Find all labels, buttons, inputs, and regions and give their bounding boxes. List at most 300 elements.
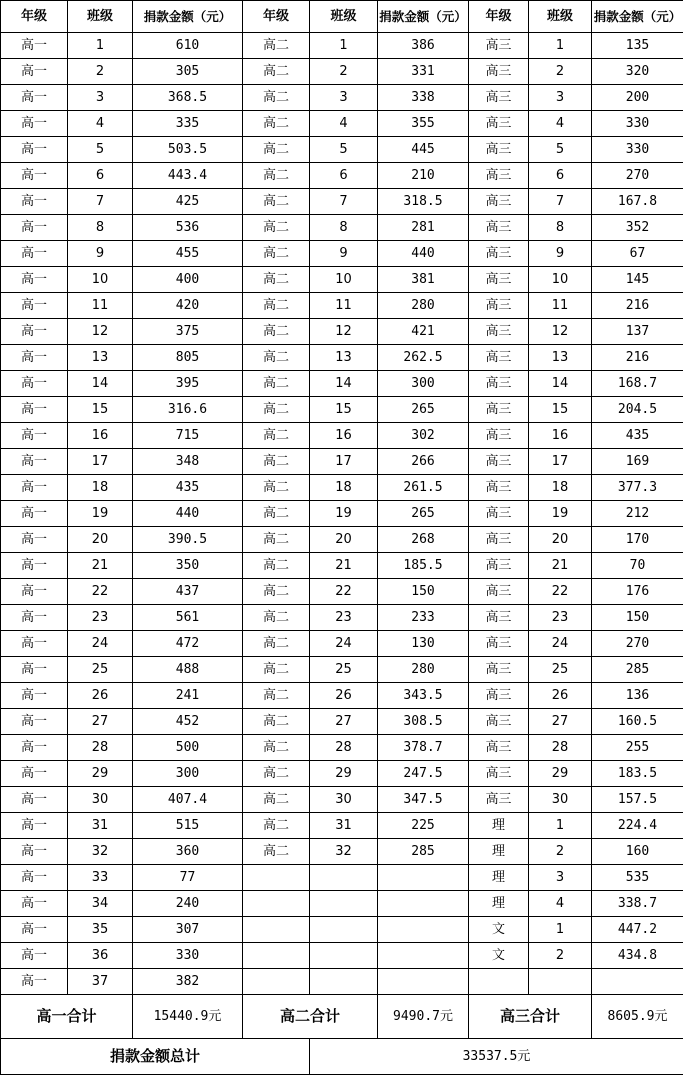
class-cell: 6 <box>310 163 378 189</box>
amount-cell: 535 <box>592 865 683 891</box>
class-cell <box>310 969 378 995</box>
class-cell: 16 <box>529 423 592 449</box>
grade-cell: 高二 <box>243 293 310 319</box>
amount-cell: 500 <box>133 735 243 761</box>
amount-cell: 331 <box>378 59 469 85</box>
class-cell: 26 <box>529 683 592 709</box>
class-cell: 20 <box>529 527 592 553</box>
grade-cell: 高三 <box>469 423 529 449</box>
class-cell: 2 <box>310 59 378 85</box>
amount-cell: 255 <box>592 735 683 761</box>
grade-cell: 高二 <box>243 605 310 631</box>
amount-cell: 447.2 <box>592 917 683 943</box>
amount-cell: 130 <box>378 631 469 657</box>
amount-cell: 170 <box>592 527 683 553</box>
table-row <box>1 501 683 527</box>
grade-cell: 高二 <box>243 59 310 85</box>
amount-cell: 434.8 <box>592 943 683 969</box>
g3-total-value: 8605.9元 <box>592 995 683 1039</box>
grand-total-value: 33537.5元 <box>310 1039 683 1075</box>
table-row <box>1 579 683 605</box>
amount-cell: 210 <box>378 163 469 189</box>
class-cell: 16 <box>68 423 133 449</box>
amount-cell: 160.5 <box>592 709 683 735</box>
grade-cell: 高三 <box>469 735 529 761</box>
amount-cell: 378.7 <box>378 735 469 761</box>
class-cell: 18 <box>529 475 592 501</box>
amount-cell: 347.5 <box>378 787 469 813</box>
grade-cell: 高一 <box>1 683 68 709</box>
amount-cell: 320 <box>592 59 683 85</box>
amount-cell: 281 <box>378 215 469 241</box>
grade-cell: 高一 <box>1 137 68 163</box>
grade-cell: 高三 <box>469 631 529 657</box>
amount-cell: 67 <box>592 241 683 267</box>
table-row <box>1 85 683 111</box>
class-cell: 9 <box>68 241 133 267</box>
table-row <box>1 969 683 995</box>
grade-cell: 理 <box>469 891 529 917</box>
class-cell: 28 <box>310 735 378 761</box>
grade-cell: 高一 <box>1 267 68 293</box>
class-cell: 24 <box>310 631 378 657</box>
class-cell: 27 <box>310 709 378 735</box>
grade-cell: 高一 <box>1 189 68 215</box>
grade-cell <box>243 969 310 995</box>
amount-cell: 352 <box>592 215 683 241</box>
grade-cell: 高二 <box>243 735 310 761</box>
class-cell: 7 <box>68 189 133 215</box>
grade-cell: 高二 <box>243 527 310 553</box>
class-cell: 34 <box>68 891 133 917</box>
class-cell <box>529 969 592 995</box>
grade-cell <box>243 891 310 917</box>
grade-cell: 高二 <box>243 137 310 163</box>
grade-cell: 高一 <box>1 59 68 85</box>
class-cell: 1 <box>529 917 592 943</box>
class-cell: 16 <box>310 423 378 449</box>
grade-cell: 高一 <box>1 787 68 813</box>
table-row <box>1 735 683 761</box>
amount-cell: 561 <box>133 605 243 631</box>
amount-cell: 157.5 <box>592 787 683 813</box>
grand-total-label: 捐款金额总计 <box>1 1039 310 1075</box>
grade-cell: 高三 <box>469 33 529 59</box>
grade-cell: 高一 <box>1 553 68 579</box>
class-cell: 19 <box>310 501 378 527</box>
amount-cell: 805 <box>133 345 243 371</box>
grade-cell: 高一 <box>1 631 68 657</box>
grade-cell: 高一 <box>1 865 68 891</box>
class-cell: 14 <box>68 371 133 397</box>
grade-cell: 高二 <box>243 813 310 839</box>
grade-cell: 高三 <box>469 215 529 241</box>
amount-cell: 150 <box>592 605 683 631</box>
grade-cell: 高一 <box>1 917 68 943</box>
table-row <box>1 865 683 891</box>
table-row <box>1 423 683 449</box>
class-cell: 20 <box>310 527 378 553</box>
grade-cell: 高一 <box>1 813 68 839</box>
grade-cell: 高三 <box>469 111 529 137</box>
grade-cell: 高三 <box>469 475 529 501</box>
class-cell: 23 <box>68 605 133 631</box>
class-cell: 13 <box>529 345 592 371</box>
class-cell: 19 <box>529 501 592 527</box>
class-cell: 24 <box>529 631 592 657</box>
table-row <box>1 137 683 163</box>
table-row <box>1 813 683 839</box>
amount-cell: 488 <box>133 657 243 683</box>
g2-total-label: 高二合计 <box>243 995 378 1039</box>
class-cell: 2 <box>529 943 592 969</box>
class-cell: 1 <box>529 813 592 839</box>
amount-cell: 400 <box>133 267 243 293</box>
amount-cell: 435 <box>133 475 243 501</box>
amount-cell: 375 <box>133 319 243 345</box>
class-cell: 5 <box>68 137 133 163</box>
class-cell: 22 <box>529 579 592 605</box>
class-cell: 25 <box>310 657 378 683</box>
amount-cell: 70 <box>592 553 683 579</box>
class-cell: 29 <box>529 761 592 787</box>
amount-cell: 503.5 <box>133 137 243 163</box>
table-row <box>1 215 683 241</box>
grade-cell: 高三 <box>469 371 529 397</box>
grade-cell: 高二 <box>243 839 310 865</box>
table-row <box>1 189 683 215</box>
amount-cell: 265 <box>378 501 469 527</box>
header-amount: 捐款金额（元） <box>133 1 243 33</box>
grade-cell: 高三 <box>469 137 529 163</box>
amount-cell: 316.6 <box>133 397 243 423</box>
amount-cell: 262.5 <box>378 345 469 371</box>
class-cell: 8 <box>529 215 592 241</box>
amount-cell: 330 <box>592 111 683 137</box>
g3-total-label: 高三合计 <box>469 995 592 1039</box>
header-row <box>1 1 683 33</box>
class-cell: 15 <box>529 397 592 423</box>
table-row <box>1 319 683 345</box>
grade-cell: 高三 <box>469 657 529 683</box>
amount-cell: 381 <box>378 267 469 293</box>
grade-cell: 理 <box>469 865 529 891</box>
class-cell: 35 <box>68 917 133 943</box>
class-cell: 27 <box>68 709 133 735</box>
grade-cell: 高二 <box>243 553 310 579</box>
header-class: 班级 <box>529 1 592 33</box>
grade-cell: 高一 <box>1 605 68 631</box>
header-amount: 捐款金额（元） <box>592 1 683 33</box>
grade-cell: 高二 <box>243 631 310 657</box>
grade-cell: 文 <box>469 943 529 969</box>
class-cell: 4 <box>529 891 592 917</box>
grade-cell: 高一 <box>1 111 68 137</box>
amount-cell: 266 <box>378 449 469 475</box>
class-cell: 10 <box>310 267 378 293</box>
class-cell: 13 <box>310 345 378 371</box>
class-cell: 14 <box>310 371 378 397</box>
grade-cell: 高三 <box>469 293 529 319</box>
amount-cell: 185.5 <box>378 553 469 579</box>
grade-cell: 高二 <box>243 501 310 527</box>
grade-cell: 高三 <box>469 605 529 631</box>
grand-total-row <box>1 1039 683 1075</box>
amount-cell: 300 <box>378 371 469 397</box>
class-cell: 12 <box>529 319 592 345</box>
class-cell: 25 <box>529 657 592 683</box>
amount-cell: 77 <box>133 865 243 891</box>
class-cell: 31 <box>68 813 133 839</box>
header-amount: 捐款金额（元） <box>378 1 469 33</box>
grade-cell: 高一 <box>1 319 68 345</box>
class-cell: 4 <box>529 111 592 137</box>
amount-cell: 420 <box>133 293 243 319</box>
amount-cell: 216 <box>592 293 683 319</box>
grade-cell: 高二 <box>243 371 310 397</box>
grade-cell: 高二 <box>243 657 310 683</box>
class-cell: 3 <box>529 865 592 891</box>
class-cell: 31 <box>310 813 378 839</box>
amount-cell: 285 <box>378 839 469 865</box>
grade-cell: 高三 <box>469 787 529 813</box>
table-row <box>1 891 683 917</box>
grade-cell: 高三 <box>469 241 529 267</box>
class-cell: 11 <box>529 293 592 319</box>
class-cell: 30 <box>68 787 133 813</box>
amount-cell: 280 <box>378 657 469 683</box>
class-cell: 14 <box>529 371 592 397</box>
class-cell: 18 <box>68 475 133 501</box>
amount-cell: 280 <box>378 293 469 319</box>
amount-cell: 368.5 <box>133 85 243 111</box>
grade-cell: 高三 <box>469 397 529 423</box>
class-cell: 2 <box>529 839 592 865</box>
grade-cell: 高二 <box>243 85 310 111</box>
class-cell: 3 <box>310 85 378 111</box>
class-cell: 1 <box>529 33 592 59</box>
amount-cell: 204.5 <box>592 397 683 423</box>
amount-cell: 610 <box>133 33 243 59</box>
grade-cell: 高一 <box>1 397 68 423</box>
amount-cell: 150 <box>378 579 469 605</box>
amount-cell <box>378 865 469 891</box>
grade-cell: 高一 <box>1 85 68 111</box>
grade-cell: 高二 <box>243 215 310 241</box>
table-row <box>1 839 683 865</box>
table-row <box>1 683 683 709</box>
class-cell: 10 <box>529 267 592 293</box>
grade-cell <box>243 917 310 943</box>
class-cell: 1 <box>310 33 378 59</box>
grade-cell: 高三 <box>469 163 529 189</box>
table-row <box>1 943 683 969</box>
amount-cell: 305 <box>133 59 243 85</box>
grade-cell: 高一 <box>1 449 68 475</box>
class-cell: 6 <box>68 163 133 189</box>
table-row <box>1 345 683 371</box>
grade-cell: 高二 <box>243 709 310 735</box>
table-row <box>1 787 683 813</box>
grade-cell: 高一 <box>1 215 68 241</box>
amount-cell: 338.7 <box>592 891 683 917</box>
class-cell: 26 <box>68 683 133 709</box>
class-cell: 30 <box>529 787 592 813</box>
header-grade: 年级 <box>243 1 310 33</box>
grade-cell: 高三 <box>469 709 529 735</box>
amount-cell <box>378 943 469 969</box>
amount-cell: 318.5 <box>378 189 469 215</box>
amount-cell: 265 <box>378 397 469 423</box>
amount-cell: 225 <box>378 813 469 839</box>
amount-cell: 386 <box>378 33 469 59</box>
grade-cell: 高三 <box>469 579 529 605</box>
grade-cell: 理 <box>469 813 529 839</box>
class-cell: 18 <box>310 475 378 501</box>
amount-cell: 308.5 <box>378 709 469 735</box>
grade-cell: 高三 <box>469 449 529 475</box>
amount-cell: 330 <box>133 943 243 969</box>
table-row <box>1 33 683 59</box>
class-cell: 12 <box>310 319 378 345</box>
amount-cell: 382 <box>133 969 243 995</box>
amount-cell: 330 <box>592 137 683 163</box>
table-row <box>1 111 683 137</box>
class-cell <box>310 865 378 891</box>
amount-cell: 377.3 <box>592 475 683 501</box>
amount-cell: 421 <box>378 319 469 345</box>
class-cell <box>310 917 378 943</box>
grade-cell: 高一 <box>1 241 68 267</box>
amount-cell: 268 <box>378 527 469 553</box>
class-cell: 1 <box>68 33 133 59</box>
class-cell: 5 <box>310 137 378 163</box>
amount-cell: 307 <box>133 917 243 943</box>
grade-cell: 高一 <box>1 735 68 761</box>
amount-cell: 338 <box>378 85 469 111</box>
amount-cell: 270 <box>592 631 683 657</box>
amount-cell: 136 <box>592 683 683 709</box>
table-row <box>1 709 683 735</box>
grade-cell: 高三 <box>469 501 529 527</box>
class-cell: 17 <box>68 449 133 475</box>
amount-cell: 355 <box>378 111 469 137</box>
class-cell: 12 <box>68 319 133 345</box>
class-cell: 2 <box>529 59 592 85</box>
class-cell: 32 <box>310 839 378 865</box>
class-cell: 2 <box>68 59 133 85</box>
table-row <box>1 605 683 631</box>
amount-cell: 350 <box>133 553 243 579</box>
amount-cell <box>378 891 469 917</box>
table-row <box>1 371 683 397</box>
amount-cell: 145 <box>592 267 683 293</box>
class-cell <box>310 891 378 917</box>
amount-cell: 300 <box>133 761 243 787</box>
amount-cell: 270 <box>592 163 683 189</box>
class-cell: 4 <box>68 111 133 137</box>
grade-cell: 高一 <box>1 293 68 319</box>
amount-cell: 348 <box>133 449 243 475</box>
class-cell: 7 <box>529 189 592 215</box>
grade-cell: 高一 <box>1 163 68 189</box>
class-cell: 37 <box>68 969 133 995</box>
amount-cell: 452 <box>133 709 243 735</box>
amount-cell: 240 <box>133 891 243 917</box>
class-cell: 29 <box>310 761 378 787</box>
grade-cell: 理 <box>469 839 529 865</box>
class-cell: 30 <box>310 787 378 813</box>
grade-cell: 高二 <box>243 397 310 423</box>
amount-cell: 335 <box>133 111 243 137</box>
class-cell: 28 <box>68 735 133 761</box>
grade-cell: 高三 <box>469 59 529 85</box>
class-cell: 11 <box>68 293 133 319</box>
amount-cell: 407.4 <box>133 787 243 813</box>
grade-cell: 高一 <box>1 33 68 59</box>
header-class: 班级 <box>310 1 378 33</box>
amount-cell: 241 <box>133 683 243 709</box>
grade-cell: 高三 <box>469 267 529 293</box>
grade-cell: 文 <box>469 917 529 943</box>
grade-cell: 高三 <box>469 761 529 787</box>
grade-cell: 高三 <box>469 683 529 709</box>
table-row <box>1 241 683 267</box>
class-cell: 3 <box>68 85 133 111</box>
class-cell: 9 <box>529 241 592 267</box>
amount-cell <box>592 969 683 995</box>
amount-cell: 435 <box>592 423 683 449</box>
grade-cell: 高二 <box>243 111 310 137</box>
grade-cell: 高三 <box>469 319 529 345</box>
amount-cell: 169 <box>592 449 683 475</box>
grade-cell <box>469 969 529 995</box>
grade-cell: 高一 <box>1 943 68 969</box>
grade-cell: 高二 <box>243 761 310 787</box>
table-body <box>1 33 683 995</box>
grade-cell: 高一 <box>1 345 68 371</box>
class-cell: 23 <box>310 605 378 631</box>
grade-cell: 高一 <box>1 969 68 995</box>
header-grade: 年级 <box>469 1 529 33</box>
class-cell: 33 <box>68 865 133 891</box>
amount-cell: 360 <box>133 839 243 865</box>
amount-cell: 445 <box>378 137 469 163</box>
header-class: 班级 <box>68 1 133 33</box>
amount-cell: 183.5 <box>592 761 683 787</box>
class-cell <box>310 943 378 969</box>
amount-cell: 425 <box>133 189 243 215</box>
grade-cell: 高三 <box>469 527 529 553</box>
g1-total-value: 15440.9元 <box>133 995 243 1039</box>
table-row <box>1 59 683 85</box>
grade-cell: 高二 <box>243 475 310 501</box>
amount-cell: 715 <box>133 423 243 449</box>
grade-cell: 高二 <box>243 683 310 709</box>
class-cell: 15 <box>68 397 133 423</box>
class-cell: 32 <box>68 839 133 865</box>
table-row <box>1 553 683 579</box>
class-cell: 8 <box>68 215 133 241</box>
g1-total-label: 高一合计 <box>1 995 133 1039</box>
amount-cell: 224.4 <box>592 813 683 839</box>
grade-cell: 高三 <box>469 85 529 111</box>
table-row <box>1 657 683 683</box>
amount-cell: 343.5 <box>378 683 469 709</box>
grade-cell: 高一 <box>1 761 68 787</box>
class-cell: 17 <box>310 449 378 475</box>
table-row <box>1 293 683 319</box>
